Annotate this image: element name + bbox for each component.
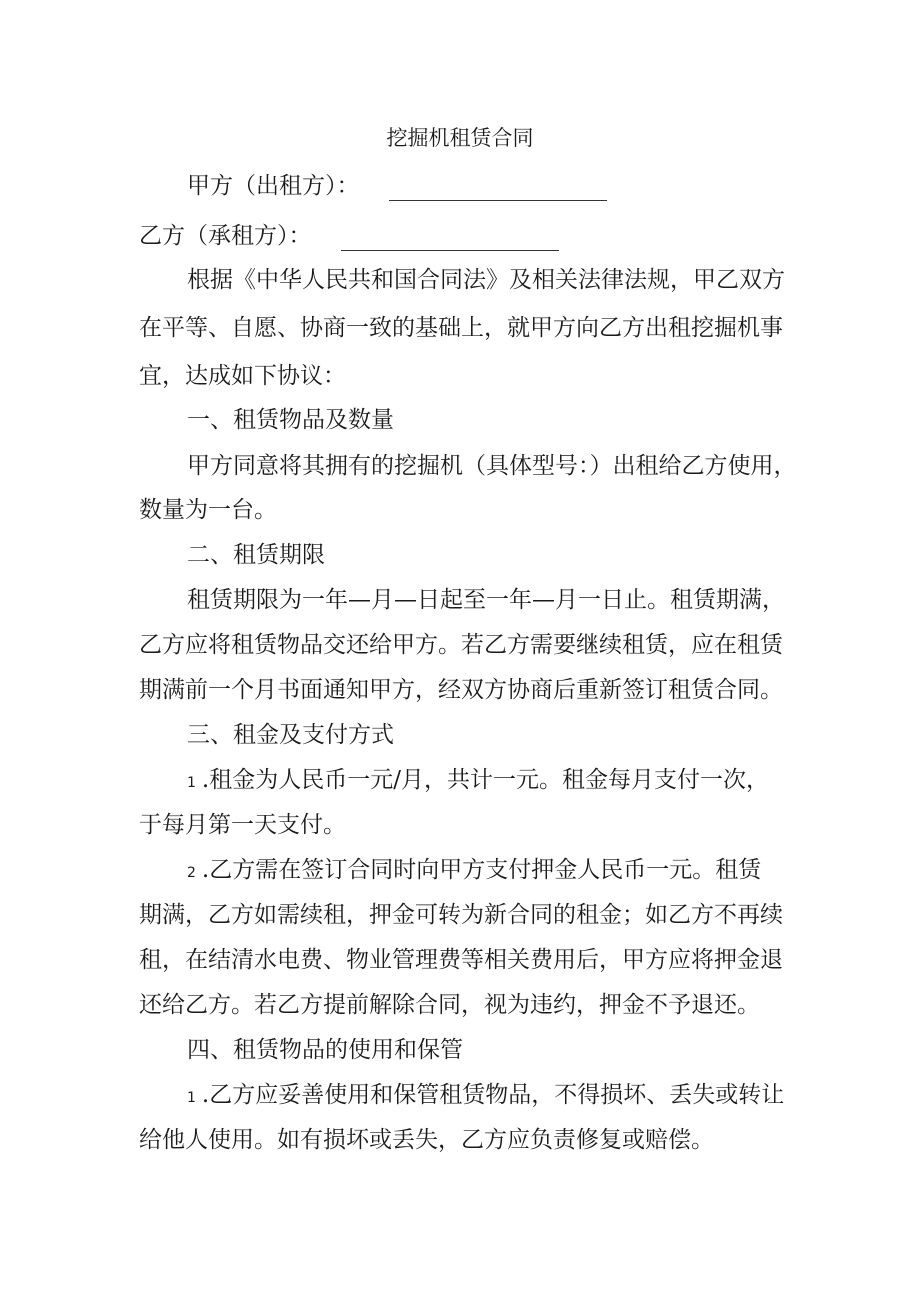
document-title: 挖掘机租赁合同 — [386, 126, 534, 150]
item-text: .租金为人民币一元/月，共计一元。租金每月支付一次， — [201, 767, 769, 793]
item-number: 1 — [187, 1090, 196, 1106]
section-heading: 一、租赁物品及数量 — [187, 407, 394, 433]
paragraph-line: 于每月第一天支付。 — [139, 812, 346, 838]
party-b-label: 乙方（承租方）： — [139, 223, 312, 249]
party-a-label: 甲方（出租方）： — [187, 173, 360, 199]
numbered-item-line — [187, 855, 761, 888]
paragraph-line: 租赁期限为一年—月—日起至一年—月一日止。租赁期满， — [187, 587, 785, 613]
paragraph-line: 还给乙方。若乙方提前解除合同，视为违约，押金不予退还。 — [139, 992, 760, 1018]
paragraph-line: 租，在结清水电费、物业管理费等相关费用后，甲方应将押金退 — [139, 947, 783, 973]
paragraph-line: 期满前一个月书面通知甲方，经双方协商后重新签订租赁合同。 — [139, 677, 783, 703]
item-text: .乙方需在签订合同时向甲方支付押金人民币一元。租赁 — [201, 857, 762, 883]
item-number: 2 — [187, 865, 196, 881]
section-heading: 四、租赁物品的使用和保管 — [187, 1037, 463, 1063]
item-number: 1 — [187, 775, 196, 791]
paragraph-line: 期满，乙方如需续租，押金可转为新合同的租金；如乙方不再续 — [139, 902, 783, 928]
paragraph-line: 宜，达成如下协议： — [139, 363, 346, 389]
paragraph-line: 数量为一台。 — [139, 497, 277, 523]
party-a-line — [187, 171, 607, 201]
party-b-blank — [341, 228, 559, 251]
numbered-item-line — [187, 1080, 784, 1113]
numbered-item-line — [187, 765, 769, 798]
party-b-line — [139, 221, 559, 251]
paragraph-line: 在平等、自愿、协商一致的基础上，就甲方向乙方出租挖掘机事 — [139, 315, 783, 341]
paragraph-line: 甲方同意将其拥有的挖掘机（具体型号：）出租给乙方使用， — [187, 453, 797, 479]
paragraph-line: 给他人使用。如有损坏或丢失，乙方应负责修复或赔偿。 — [139, 1127, 714, 1153]
paragraph-line: 乙方应将租赁物品交还给甲方。若乙方需要继续租赁，应在租赁 — [139, 632, 783, 658]
section-heading: 三、租金及支付方式 — [187, 722, 394, 748]
item-text: .乙方应妥善使用和保管租赁物品，不得损坏、丢失或转让 — [201, 1082, 785, 1108]
party-a-blank — [389, 178, 607, 201]
paragraph-line: 根据《中华人民共和国合同法》及相关法律法规，甲乙双方 — [187, 267, 785, 293]
section-heading: 二、租赁期限 — [187, 542, 325, 568]
